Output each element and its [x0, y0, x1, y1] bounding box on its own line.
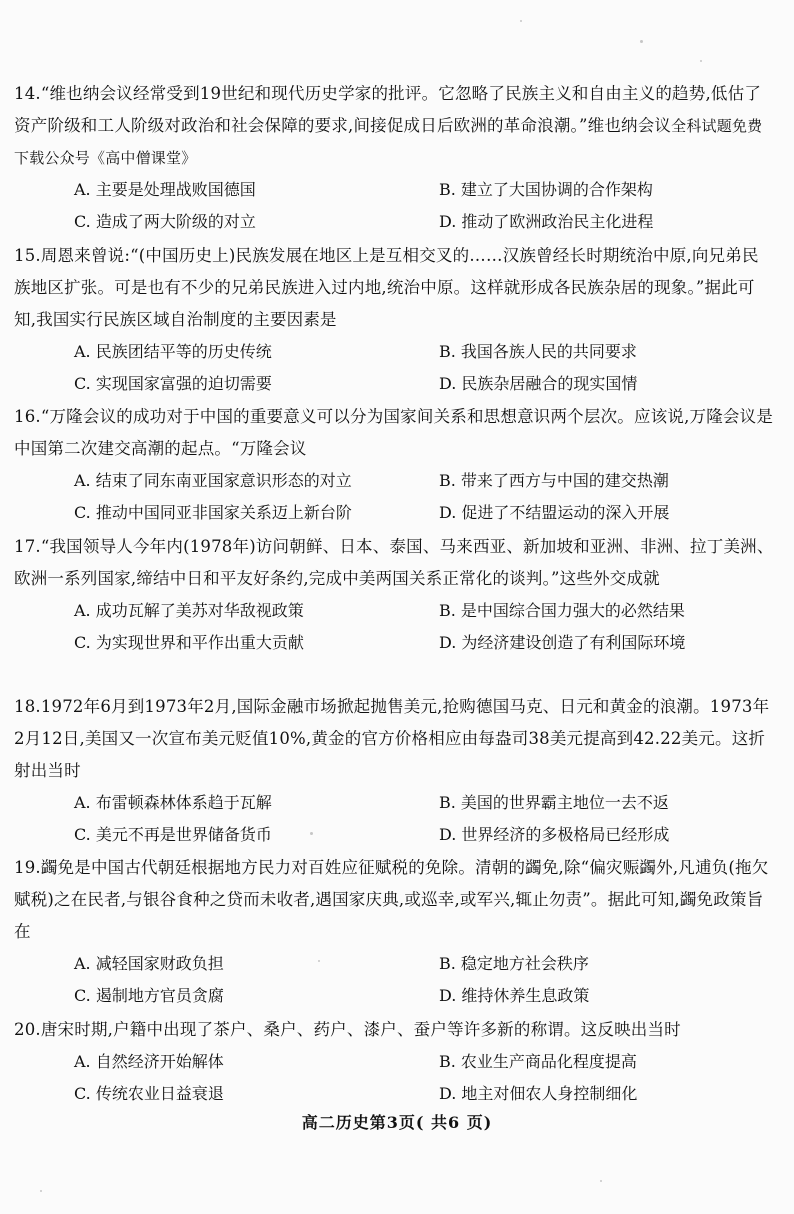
- option-d: D. 为经济建设创造了有利国际环境: [439, 633, 686, 652]
- question-stem: 19.蠲免是中国古代朝廷根据地方民力对百姓应征赋税的免除。清朝的蠲免,除“偏灾赈蠲外,凡逋负(拖欠赋税)之在民者,与银谷食种之贷而未收者,遇国家庆典,或巡幸,或军兴,辄止勿责”。据此可知,蠲免政策旨在: [14, 858, 769, 941]
- question-stem: 14.“维也纳会议经常受到19世纪和现代历史学家的批评。它忽略了民族主义和自由主义的趋势,低估了资产阶级和工人阶级对政治和社会保障的要求,间接促成日后欧洲的革命浪潮。”维也纳会议全科试题免费下载公众号《高中僧课堂》: [14, 84, 763, 167]
- options: [14, 595, 774, 659]
- option-b: B. 建立了大国协调的合作架构: [439, 180, 653, 199]
- option-a: A. 减轻国家财政负担: [74, 954, 224, 973]
- question-stem: 18.1972年6月到1973年2月,国际金融市场掀起抛售美元,抢购德国马克、日元和黄金的浪潮。1973年2月12日,美国又一次宣布美元贬值10%,黄金的官方价格相应由每盎司38美元提高到42.22美元。这折射出当时: [14, 697, 770, 780]
- scan-speck: [40, 1190, 42, 1192]
- option-c: C. 推动中国同亚非国家关系迈上新台阶: [74, 503, 352, 522]
- option-b: B. 带来了西方与中国的建交热潮: [439, 471, 669, 490]
- options: [14, 787, 774, 851]
- question-14: [14, 78, 774, 238]
- option-d: D. 民族杂居融合的现实国情: [439, 374, 638, 393]
- scan-speck: [310, 832, 313, 835]
- scan-speck: [520, 20, 522, 22]
- question-18: [14, 691, 774, 851]
- option-c: C. 造成了两大阶级的对立: [74, 212, 256, 231]
- option-c: C. 为实现世界和平作出重大贡献: [74, 633, 304, 652]
- options: [14, 948, 774, 1012]
- question-16: [14, 401, 774, 529]
- page-footer: 高二历史第3页( 共6 页): [301, 1113, 493, 1132]
- question-stem: 16.“万隆会议的成功对于中国的重要意义可以分为国家间关系和思想意识两个层次。应该说,万隆会议是中国第二次建交高潮的起点。“万隆会议: [14, 407, 774, 458]
- question-17: [14, 531, 774, 659]
- option-c: C. 遏制地方官员贪腐: [74, 986, 224, 1005]
- option-a: A. 成功瓦解了美苏对华敌视政策: [74, 601, 304, 620]
- options: [14, 1046, 774, 1110]
- question-stem: 17.“我国领导人今年内(1978年)访问朝鲜、日本、泰国、马来西亚、新加坡和亚洲、非洲、拉丁美洲、欧洲一系列国家,缔结中日和平友好条约,完成中美两国关系正常化的谈判。”这些外交成就: [14, 537, 774, 588]
- question-stem: 15.周恩来曾说:“(中国历史上)民族发展在地区上是互相交叉的……汉族曾经长时期统治中原,向兄弟民族地区扩张。可是也有不少的兄弟民族进入过内地,统治中原。这样就形成各民族杂居的现象。”据此可知,我国实行民族区域自治制度的主要因素是: [14, 246, 759, 329]
- option-a: A. 民族团结平等的历史传统: [74, 342, 272, 361]
- scan-speck: [640, 40, 643, 43]
- option-b: B. 美国的世界霸主地位一去不返: [439, 793, 669, 812]
- option-b: B. 农业生产商品化程度提高: [439, 1052, 637, 1071]
- scan-speck: [600, 1180, 602, 1182]
- option-a: A. 主要是处理战败国德国: [74, 180, 256, 199]
- option-d: D. 世界经济的多极格局已经形成: [439, 825, 670, 844]
- question-20: [14, 1014, 774, 1110]
- option-a: A. 自然经济开始解体: [74, 1052, 224, 1071]
- option-b: B. 是中国综合国力强大的必然结果: [439, 601, 685, 620]
- option-b: B. 我国各族人民的共同要求: [439, 342, 637, 361]
- option-c: C. 传统农业日益衰退: [74, 1084, 224, 1103]
- option-a: A. 布雷顿森林体系趋于瓦解: [74, 793, 272, 812]
- option-d: D. 地主对佃农人身控制细化: [439, 1084, 638, 1103]
- options: [14, 174, 774, 238]
- scan-speck: [318, 960, 320, 962]
- question-19: [14, 852, 774, 1012]
- option-c: C. 美元不再是世界储备货币: [74, 825, 272, 844]
- question-stem: 20.唐宋时期,户籍中出现了茶户、桑户、药户、漆户、蚕户等许多新的称谓。这反映出当时: [14, 1020, 681, 1039]
- watermark-text: 全科试题免费下载公众号《高中僧课堂》: [14, 117, 763, 167]
- option-d: D. 促进了不结盟运动的深入开展: [439, 503, 670, 522]
- option-b: B. 稳定地方社会秩序: [439, 954, 589, 973]
- options: [14, 465, 774, 529]
- scan-speck: [700, 60, 702, 62]
- question-15: [14, 240, 774, 400]
- option-a: A. 结束了同东南亚国家意识形态的对立: [74, 471, 352, 490]
- option-d: D. 维持休养生息政策: [439, 986, 590, 1005]
- options: [14, 336, 774, 400]
- option-d: D. 推动了欧洲政治民主化进程: [439, 212, 654, 231]
- option-c: C. 实现国家富强的迫切需要: [74, 374, 272, 393]
